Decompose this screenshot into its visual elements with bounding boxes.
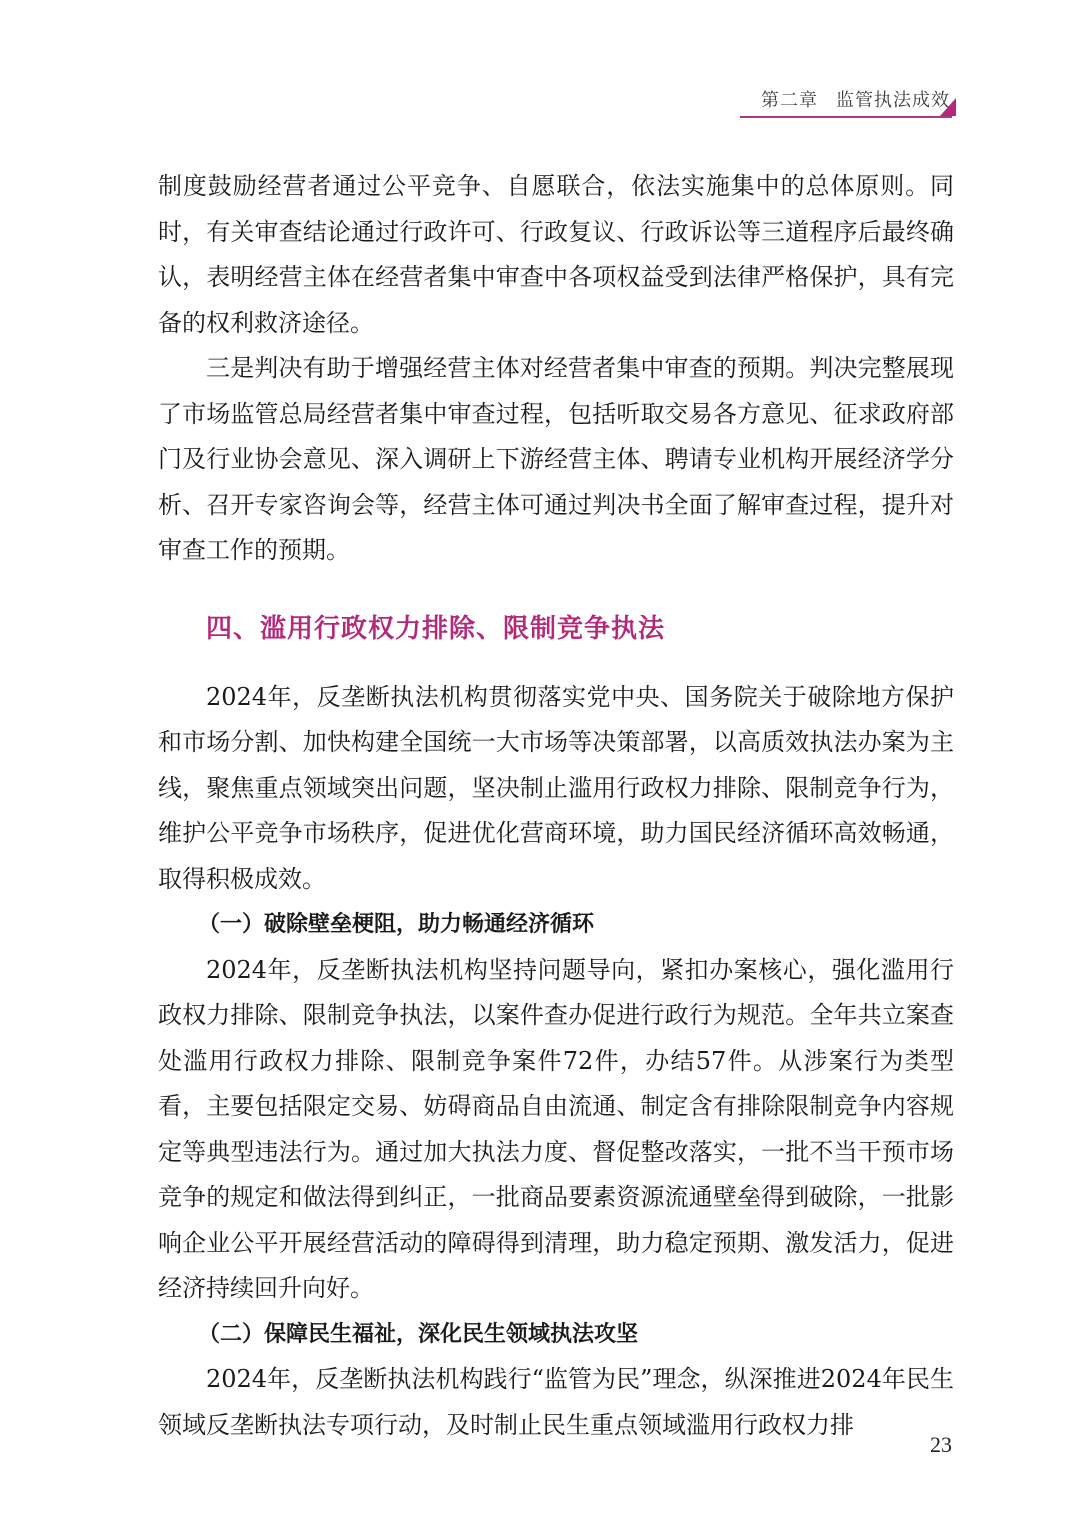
corner-triangle-icon [940, 98, 956, 116]
body-paragraph: 2024年，反垄断执法机构践行“监管为民”理念，纵深推进2024年民生领域反垄断执法专项行动，及时制止民生重点领域滥用行政权力排 [158, 1365, 954, 1439]
running-header [761, 86, 950, 116]
section-heading: 四、滥用行政权力排除、限制竞争执法 [206, 613, 666, 644]
body-paragraph: 制度鼓励经营者通过公平竞争、自愿联合，依法实施集中的总体原则。同时，有关审查结论通过行政许可、行政复议、行政诉讼等三道程序后最终确认，表明经营主体在经营者集中审查中各项权益受到法律严格保护，具有完备的权利救济途径。 [158, 172, 954, 337]
header-title: 监管执法成效 [836, 90, 950, 111]
body-paragraph: 2024年，反垄断执法机构坚持问题导向，紧扣办案核心，强化滥用行政权力排除、限制竞争执法，以案件查办促进行政行为规范。全年共立案查处滥用行政权力排除、限制竞争案件72件，办结57件。从涉案行为类型看，主要包括限定交易、妨碍商品自由流通、制定含有排除限制竞争内容规定等典型违法行为。通过加大执法力度、督促整改落实，一批不当干预市场竞争的规定和做法得到纠正，一批商品要素资源流通壁垒得到破除，一批影响企业公平开展经营活动的障碍得到清理，助力稳定预期、激发活力，促进经济持续回升向好。 [158, 955, 954, 1302]
page-body [158, 164, 954, 1448]
body-paragraph: 2024年，反垄断执法机构贯彻落实党中央、国务院关于破除地方保护和市场分割、加快构建全国统一大市场等决策部署，以高质效执法办案为主线，聚焦重点领域突出问题，坚决制止滥用行政权力排除、限制竞争行为，维护公平竞争市场秩序，促进优化营商环境，助力国民经济循环高效畅通，取得积极成效。 [158, 682, 954, 893]
subsection-heading: （一）破除壁垒梗阻，助力畅通经济循环 [198, 912, 595, 937]
subsection-heading: （二）保障民生福祉，深化民生领域执法攻坚 [198, 1321, 639, 1347]
page-number: 23 [930, 1432, 952, 1457]
body-paragraph: 三是判决有助于增强经营主体对经营者集中审查的预期。判决完整展现了市场监管总局经营者集中审查过程，包括听取交易各方意见、征求政府部门及行业协会意见、深入调研上下游经营主体、聘请专业机构开展经济学分析、召开专家咨询会等，经营主体可通过判决书全面了解审查过程，提升对审查工作的预期。 [158, 354, 954, 564]
header-rule [740, 116, 952, 118]
header-chapter: 第二章 [761, 90, 818, 111]
